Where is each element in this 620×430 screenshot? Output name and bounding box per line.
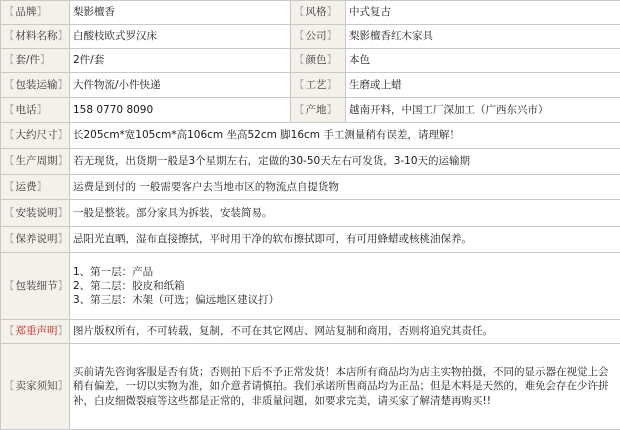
spec-row-set (1, 49, 620, 73)
notice-label: 【卖家须知】 (1, 344, 70, 430)
care-label: 【保养说明】 (1, 227, 70, 253)
spec-row-notice (1, 344, 620, 430)
style-value: 中式复古 (346, 1, 620, 25)
cycle-value: 若无现货，出货期一般是3个星期左右，定做的30-50天左右可发货，3-10天的运输期 (70, 149, 620, 175)
company-label: 【公司】 (291, 25, 346, 49)
origin-value: 越南开料，中国工厂深加工（广西东兴市） (346, 98, 620, 123)
shipping-value: 大件物流/小件快递 (70, 73, 291, 98)
material-label: 【材料名称】 (1, 25, 70, 49)
set-label: 【套/件】 (1, 49, 70, 73)
install-value: 一般是整装。部分家具为拆装，安装简易。 (70, 200, 620, 227)
care-value: 忌阳光直晒，湿布直接擦拭，平时用干净的软布擦拭即可，有可用蜂蜡或核桃油保养。 (70, 227, 620, 253)
cycle-label: 【生产周期】 (1, 149, 70, 175)
spec-row-phone (1, 98, 620, 123)
copyright-value: 图片版权所有，不可转载，复制，不可在其它网店、网站复制和商用，否则将追究其责任。 (70, 320, 620, 344)
packing-line: 2、第二层：胶皮和纸箱 (73, 279, 617, 293)
spec-row-size (1, 123, 620, 149)
spec-row-install (1, 200, 620, 227)
packing-line: 3、第三层：木架（可选；偏远地区建议打） (73, 293, 617, 307)
copyright-label: 【郑重声明】 (1, 320, 70, 344)
spec-row-copyright (1, 320, 620, 344)
brand-value: 梨影檀香 (70, 1, 291, 25)
craft-value: 生磨或上蜡 (346, 73, 620, 98)
freight-value: 运费是到付的 一般需要客户去当地市区的物流点自提货物 (70, 175, 620, 200)
color-value: 本色 (346, 49, 620, 73)
packing-line: 1、第一层：产品 (73, 265, 617, 279)
spec-row-shipping (1, 73, 620, 98)
craft-label: 【工艺】 (291, 73, 346, 98)
shipping-label: 【包装运输】 (1, 73, 70, 98)
freight-label: 【运费】 (1, 175, 70, 200)
size-label: 【大约尺寸】 (1, 123, 70, 149)
spec-row-packing (1, 253, 620, 320)
brand-label: 【品牌】 (1, 1, 70, 25)
spec-row-material (1, 25, 620, 49)
install-label: 【安装说明】 (1, 200, 70, 227)
phone-label: 【电话】 (1, 98, 70, 123)
phone-value: 158 0770 8090 (70, 98, 291, 123)
spec-row-brand (1, 1, 620, 25)
spec-row-care (1, 227, 620, 253)
size-value: 长205cm*宽105cm*高106cm 坐高52cm 脚16cm 手工测量稍有误差，请理解！ (70, 123, 620, 149)
style-label: 【风格】 (291, 1, 346, 25)
company-value: 梨影檀香红木家具 (346, 25, 620, 49)
origin-label: 【产地】 (291, 98, 346, 123)
color-label: 【颜色】 (291, 49, 346, 73)
packing-details (70, 253, 620, 320)
packing-label: 【包装细节】 (1, 253, 70, 320)
material-value: 白酸枝欧式罗汉床 (70, 25, 291, 49)
spec-row-cycle (1, 149, 620, 175)
notice-value: 买前请先咨询客服是否有货；否则拍下后不予正常发货！本店所有商品均为店主实物拍摄，不同的显示器在视觉上会稍有偏差，一切以实物为准，如介意者请慎拍。我们承诺所售商品均为正品；但是木料是天然的，难免会存在少许拼补，白皮细微裂痕等这些都是正常的，非质量问题，如要求完美，请买家了解清楚再购买!! (70, 344, 620, 430)
spec-row-freight (1, 175, 620, 200)
set-value: 2件/套 (70, 49, 291, 73)
